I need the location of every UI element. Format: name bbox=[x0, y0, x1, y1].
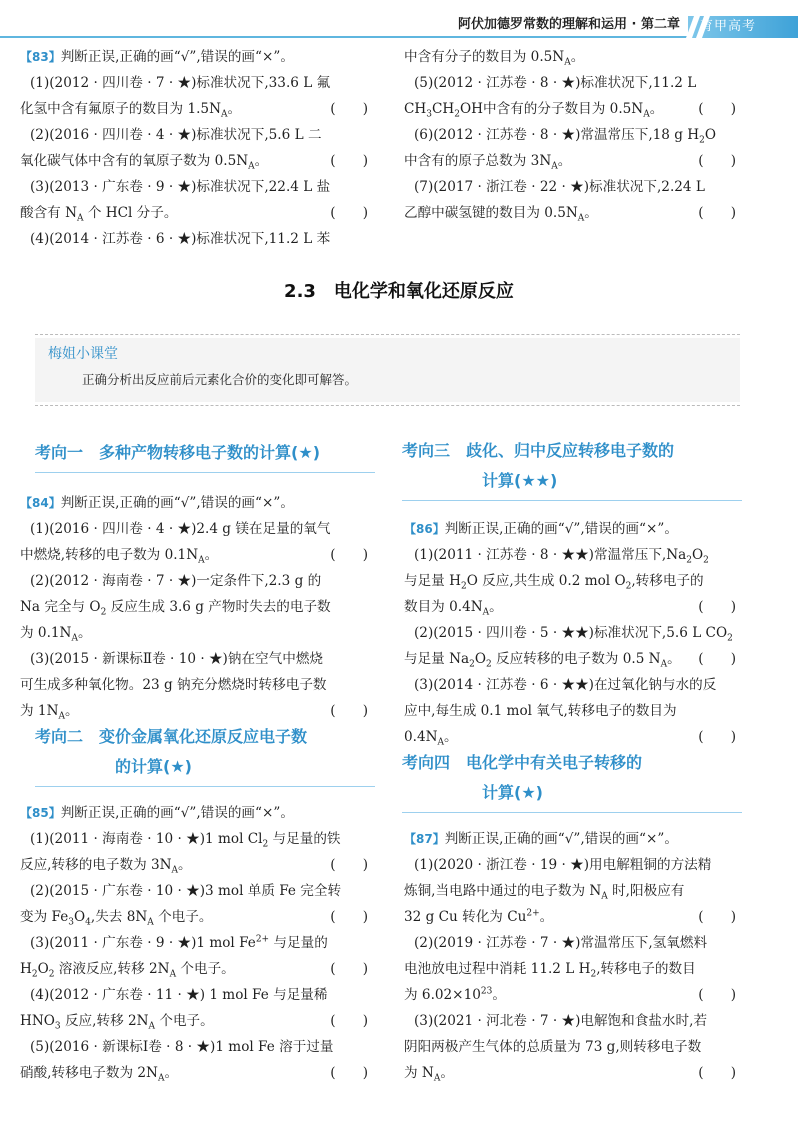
answer-blank[interactable]: ( ) bbox=[330, 547, 368, 563]
answer-blank[interactable]: ( ) bbox=[698, 1065, 736, 1081]
answer-blank[interactable]: ( ) bbox=[698, 729, 736, 745]
answer-blank[interactable]: ( ) bbox=[698, 987, 736, 1003]
kx1-heading: 考向一 多种产物转移电子数的计算(★) bbox=[35, 443, 321, 462]
kx3-heading: 考向三 歧化、归中反应转移电子数的 计算(★★) bbox=[402, 441, 675, 490]
q87-block: 【87】判断正误,正确的画“√”,错误的画“×”。 (1)(2020 · 浙江卷 · 19 · ★)用电解粗铜的方法精 炼铜,当电路中通过的电子数为 $N_A$ 时,阳极应有 32 g Cu 转化为 $Cu^{2+}$。 ( ) (2)(2019 · 江苏卷 · 7 · ★)常温常压下,氢氧燃料 电池放电过程中消耗 11.2 L $H_2$,转移电子的数目 为 $6.02\times 10^{23}$。 ( ) (3)(2021 · 河北卷 · 7 · ★)电解饱和食盐水时,若 阴阳两极产生气体的总质量为 73 g,则转移电子数 为 $N_A$。 ( ) bbox=[404, 826, 744, 1086]
divider bbox=[35, 405, 740, 406]
question-number: 【87】 bbox=[404, 832, 445, 846]
classroom-title: 梅姐小课堂 bbox=[48, 346, 118, 362]
q83-block: 【83】判断正误,正确的画“√”,错误的画“×”。 (1)(2012 · 四川卷 · 7 · ★)标准状况下,33.6 L 氟 化氢中含有氟原子的数目为 $1.5N_A$。 ( ) (2)(2016 · 四川卷 · 4 · ★)标准状况下,5.6 L 二 氧化碳气体中含有的氧原子数为 $0.5N_A$。 ( ) (3)(2013 · 广东卷 · 9 · ★)标准状况下,22.4 L 盐 酸含有 $N_A$ 个 HCl 分子。 ( ) (4)(2014 · 江苏卷 · 6 · ★)标准状况下,11.2 L 苯 bbox=[20, 49, 368, 247]
q86-block: 【86】判断正误,正确的画“√”,错误的画“×”。 (1)(2011 · 江苏卷 · 8 · ★★)常温常压下$,Na_2O_2$ 与足量 $H_2O$ 反应,共生成 0.2 mol $O_2$,转移电子的 数目为 $0.4N_A$。 ( ) (2)(2015 · 四川卷 · 5 · ★★)标准状况下,5.6 L $CO_2$ 与足量 $Na_2O_2$ 反应转移的电子数为 0.5 $N_A$。 ( ) (3)(2014 · 江苏卷 · 6 · ★★)在过氧化钠与水的反 应中,每生成 0.1 mol 氧气,转移电子的数目为 $0.4N_A$。 ( ) bbox=[404, 516, 744, 750]
question-number: 【85】 bbox=[20, 806, 61, 820]
answer-blank[interactable]: ( ) bbox=[330, 205, 368, 221]
answer-blank[interactable]: ( ) bbox=[330, 1013, 368, 1029]
answer-blank[interactable]: ( ) bbox=[698, 101, 736, 117]
answer-blank[interactable]: ( ) bbox=[330, 101, 368, 117]
answer-blank[interactable]: ( ) bbox=[330, 857, 368, 873]
heading-rule bbox=[35, 786, 375, 787]
answer-blank[interactable]: ( ) bbox=[330, 961, 368, 977]
answer-blank[interactable]: ( ) bbox=[698, 651, 736, 667]
question-number: 【86】 bbox=[404, 522, 445, 536]
answer-blank[interactable]: ( ) bbox=[698, 153, 736, 169]
section-title: 2.3 电化学和氧化还原反应 bbox=[284, 281, 514, 302]
q84-block: 【84】判断正误,正确的画“√”,错误的画“×”。 (1)(2016 · 四川卷 · 4 · ★)2.4 g 镁在足量的氧气 中燃烧,转移的电子数为 $0.1N_A$。 ( ) (2)(2012 · 海南卷 · 7 · ★)一定条件下,2.3 g 的 Na 完全与 $O_2$ 反应生成 3.6 g 产物时失去的电子数 为 $0.1N_A$。 (3)(2015 · 新课标Ⅱ卷 · 10 · ★)钠在空气中燃烧 可生成多种氧化物。23 g 钠充分燃烧时转移电子数 为 $1N_A$。 ( ) bbox=[20, 490, 376, 724]
answer-blank[interactable]: ( ) bbox=[698, 909, 736, 925]
header-rule bbox=[0, 36, 690, 38]
answer-blank[interactable]: ( ) bbox=[698, 205, 736, 221]
divider bbox=[35, 334, 740, 335]
heading-rule bbox=[35, 472, 375, 473]
question-number: 【83】 bbox=[20, 50, 61, 64]
classroom-text: 正确分析出反应前后元素化合价的变化即可解答。 bbox=[82, 372, 358, 387]
answer-blank[interactable]: ( ) bbox=[330, 153, 368, 169]
q83-right-block: 中含有分子的数目为 $0.5N_A$。 (5)(2012 · 江苏卷 · 8 · ★)标准状况下,11.2 L $CH_3CH_2OH$中含有的分子数目为 $0.5N_A$。 ( ) (6)(2012 · 江苏卷 · 8 · ★)常温常压下,18 g $H_2O$ 中含有的原子总数为 $3N_A$。 ( ) (7)(2017 · 浙江卷 · 22 · ★)标准状况下,2.24 L 乙醇中碳氢键的数目为 $0.5N_A$。 ( ) bbox=[404, 44, 744, 226]
heading-rule bbox=[402, 500, 742, 501]
answer-blank[interactable]: ( ) bbox=[330, 703, 368, 719]
header-title: 阿伏加德罗常数的理解和运用 · 第二章 bbox=[458, 17, 680, 32]
header-tab-text: 育甲高考 bbox=[700, 19, 757, 34]
answer-blank[interactable]: ( ) bbox=[330, 909, 368, 925]
answer-blank[interactable]: ( ) bbox=[698, 599, 736, 615]
kx4-heading: 考向四 电化学中有关电子转移的 计算(★) bbox=[402, 753, 643, 802]
kx2-heading: 考向二 变价金属氧化还原反应电子数 的计算(★) bbox=[35, 727, 308, 776]
answer-blank[interactable]: ( ) bbox=[330, 1065, 368, 1081]
question-number: 【84】 bbox=[20, 496, 61, 510]
heading-rule bbox=[402, 812, 742, 813]
q85-block: 【85】判断正误,正确的画“√”,错误的画“×”。 (1)(2011 · 海南卷 · 10 · ★)1 mol $Cl_2$ 与足量的铁 反应,转移的电子数为 $3N_A$。 ( ) (2)(2015 · 广东卷 · 10 · ★)3 mol 单质 Fe 完全转 变为 $Fe_3O_4$,失去 $8N_A$ 个电子。 ( ) (3)(2011 · 广东卷 · 9 · ★)1 mol $Fe^{2+}$ 与足量的 $H_2O_2$ 溶液反应,转移 $2N_A$ 个电子。 ( ) (4)(2012 · 广东卷 · 11 · ★) 1 mol Fe 与足量稀 $HNO_3$ 反应,转移 $2N_A$ 个电子。 ( ) (5)(2016 · 新课标Ⅰ卷 · 8 · ★)1 mol Fe 溶于过量 硝酸,转移电子数为 $2N_A$。 ( ) bbox=[20, 800, 376, 1086]
